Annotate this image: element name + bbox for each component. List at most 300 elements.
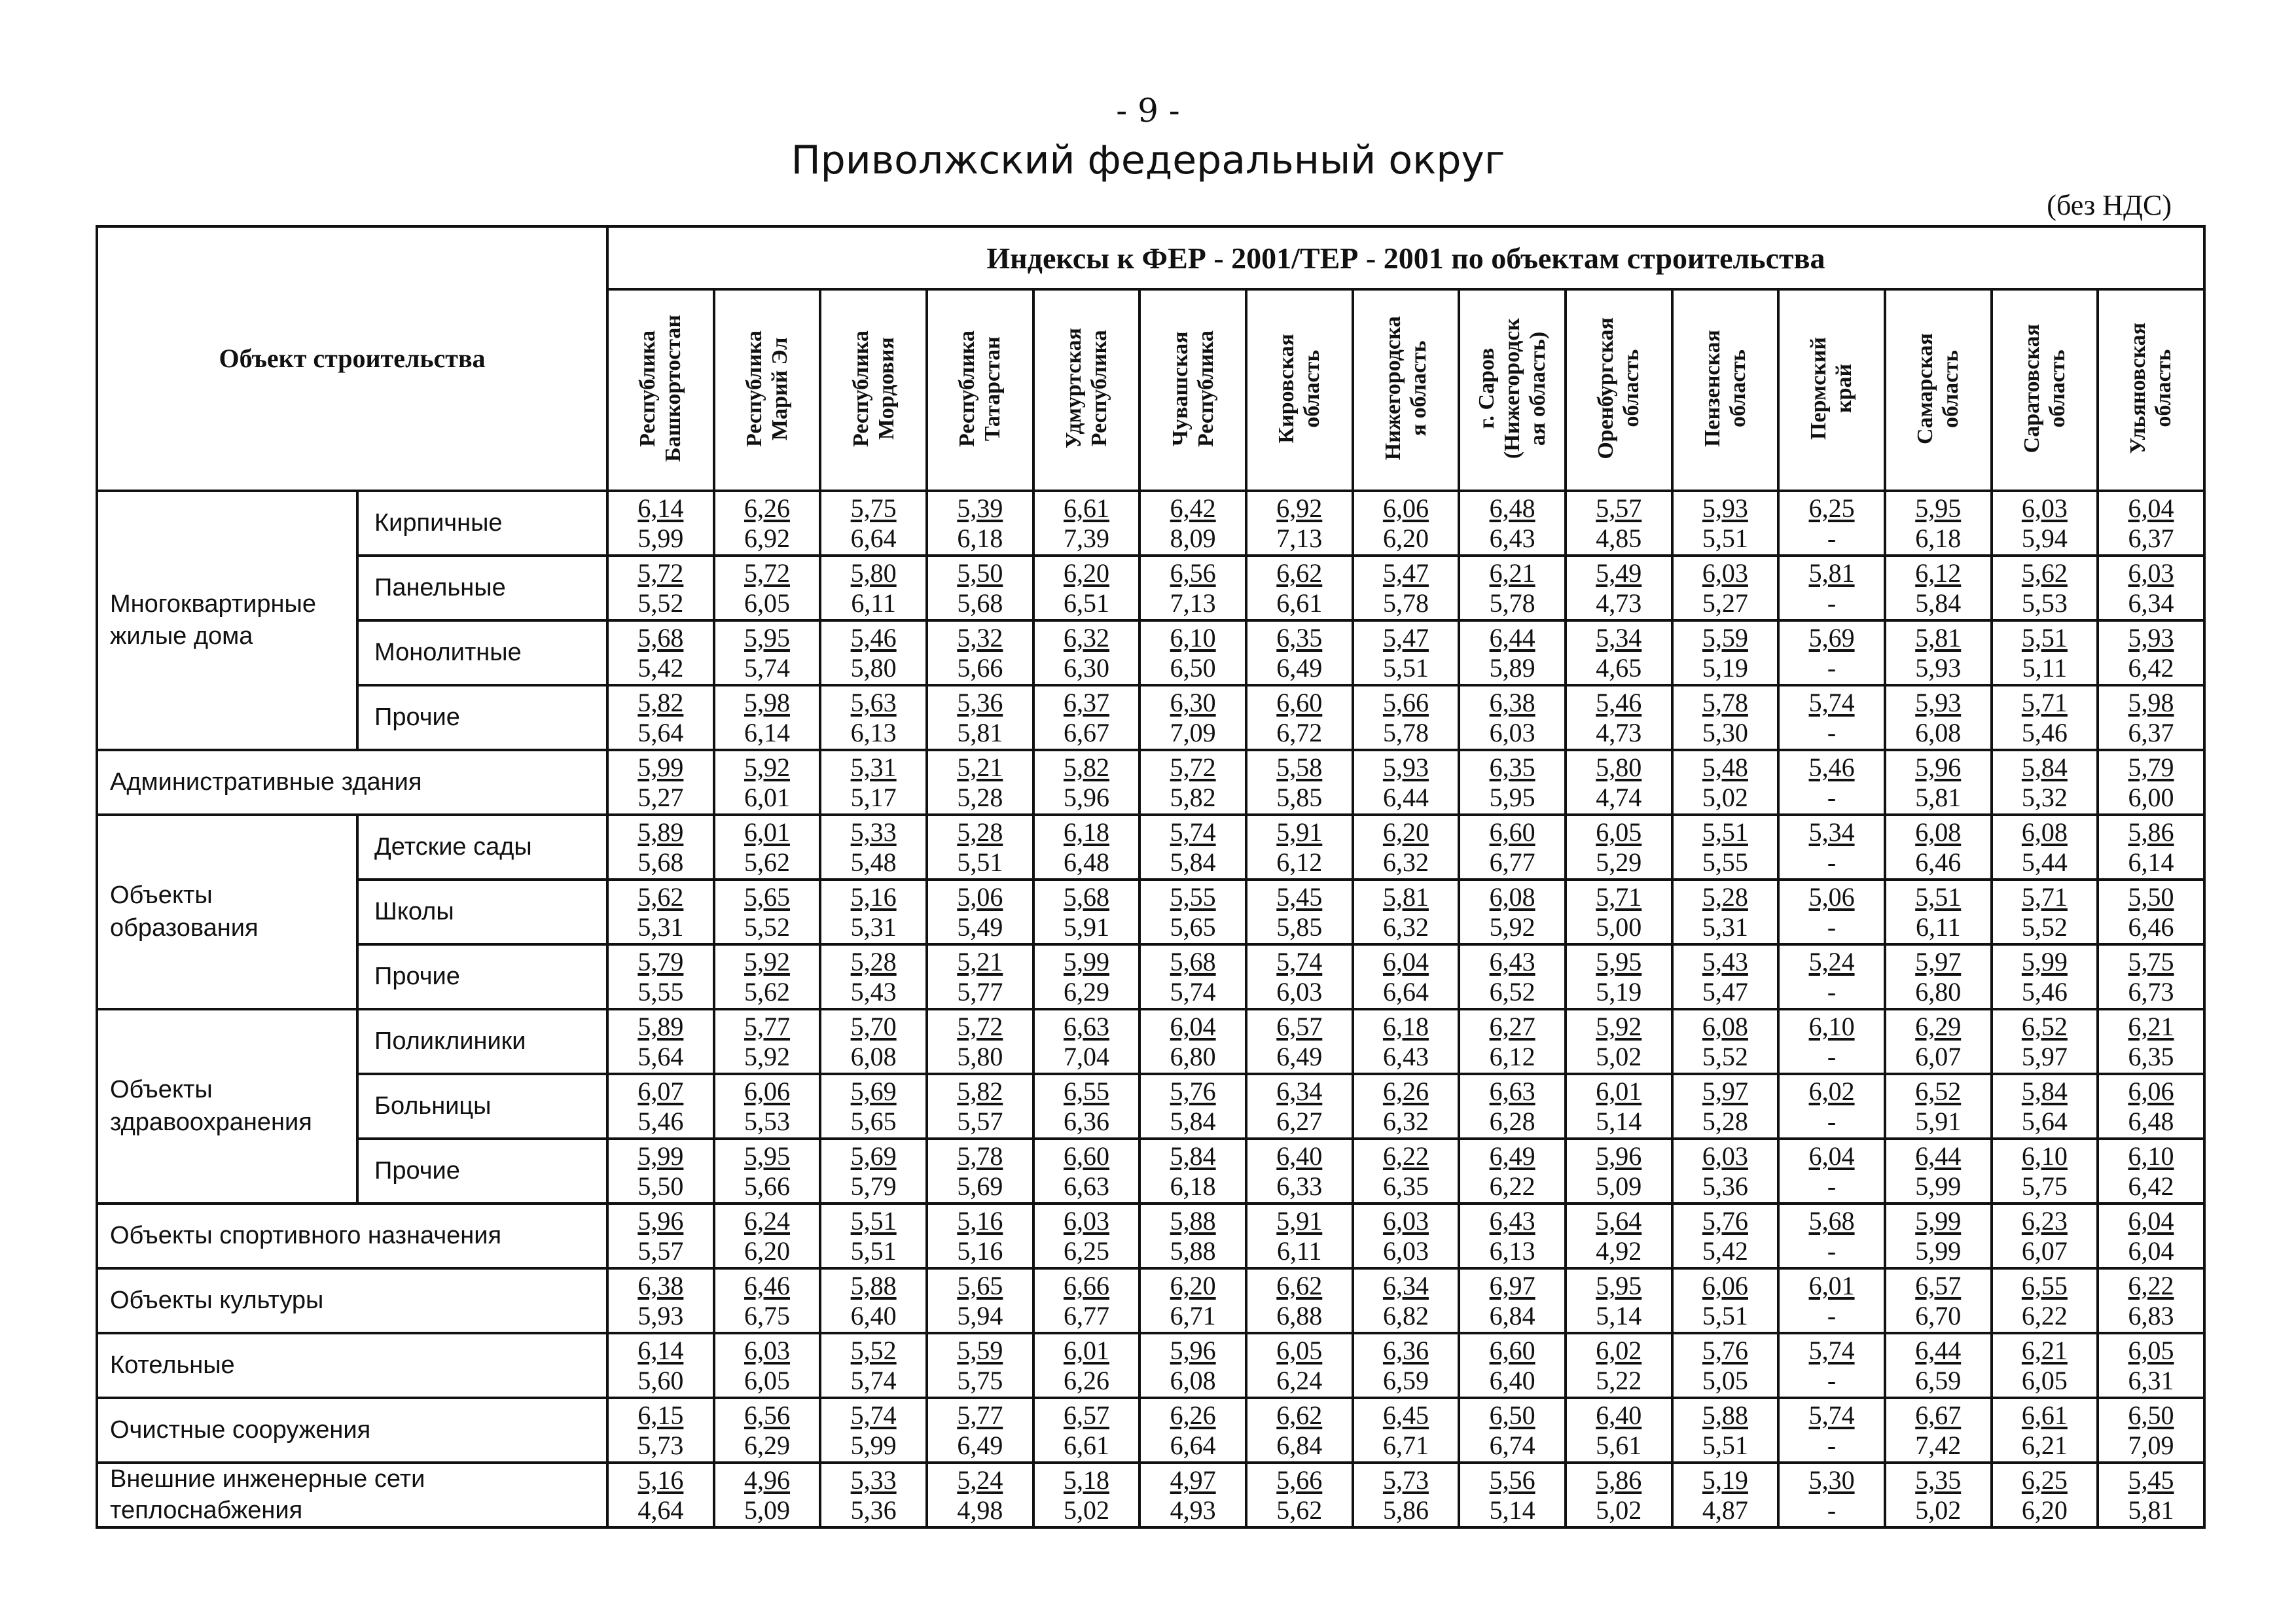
index-cell <box>2098 1139 2204 1204</box>
fer-index-value: 6,02 <box>1596 1335 1642 1365</box>
ter-index-value: 7,13 <box>1170 588 1216 618</box>
ter-index-value: 6,05 <box>744 588 790 618</box>
fer-index-value: 6,05 <box>1276 1335 1323 1365</box>
fer-index-value: 6,04 <box>2128 1205 2174 1236</box>
index-table-body <box>97 491 2204 1527</box>
ter-index-value: 6,50 <box>1170 652 1216 683</box>
index-cell <box>1353 491 1460 556</box>
ter-index-value: 5,92 <box>1489 912 1535 942</box>
index-cell <box>820 1268 927 1333</box>
index-cell <box>2098 880 2204 944</box>
ter-index-value: 5,99 <box>1915 1236 1962 1266</box>
fer-index-value: 5,66 <box>1276 1465 1323 1495</box>
fer-index-value: 5,92 <box>744 946 790 976</box>
ter-index-value: - <box>1827 1236 1837 1266</box>
region-name: Нижегородска я область <box>1380 316 1431 461</box>
index-cell <box>1353 880 1460 944</box>
index-cell <box>1992 620 2098 685</box>
index-cell <box>1992 1268 2098 1333</box>
region-name: Пензенская область <box>1700 329 1750 448</box>
index-cell <box>1778 1074 1885 1139</box>
object-subtype-label: Кирпичные <box>357 491 607 556</box>
index-cell <box>607 1333 714 1398</box>
fer-index-value: 5,33 <box>850 1465 897 1495</box>
index-cell <box>820 1139 927 1204</box>
fer-index-value: 5,28 <box>957 817 1003 847</box>
ter-index-value: - <box>1827 782 1837 812</box>
fer-index-value: 5,96 <box>637 1205 684 1236</box>
object-column-header: Объект строительства <box>97 226 607 491</box>
fer-index-value: 5,18 <box>1063 1465 1109 1495</box>
index-cell <box>607 880 714 944</box>
ter-index-value: 6,70 <box>1915 1300 1962 1330</box>
ter-index-value: 4,98 <box>957 1495 1003 1525</box>
ter-index-value: 5,46 <box>2021 717 2068 747</box>
ter-index-value: 6,18 <box>1915 523 1962 553</box>
table-row <box>97 1268 2204 1333</box>
fer-index-value: 6,42 <box>1170 493 1216 523</box>
ter-index-value: 5,19 <box>1702 652 1748 683</box>
index-cell <box>1885 944 1992 1009</box>
fer-index-value: 6,05 <box>2128 1335 2174 1365</box>
fer-index-value: 6,10 <box>1170 622 1216 652</box>
fer-index-value: 6,26 <box>1170 1400 1216 1430</box>
ter-index-value: 6,59 <box>1915 1365 1962 1395</box>
fer-index-value: 5,65 <box>744 882 790 912</box>
index-cell <box>1139 620 1246 685</box>
table-row <box>97 1204 2204 1268</box>
fer-index-value: 6,06 <box>1382 493 1429 523</box>
index-cell <box>1459 1139 1566 1204</box>
ter-index-value: 5,09 <box>1596 1171 1642 1201</box>
ter-index-value: 6,22 <box>2021 1300 2068 1330</box>
ter-index-value: 6,07 <box>1915 1041 1962 1071</box>
object-subtype-label: Прочие <box>357 685 607 750</box>
fer-index-value: 6,62 <box>1276 1270 1323 1300</box>
ter-index-value: 5,99 <box>1915 1171 1962 1201</box>
fer-index-value: 5,76 <box>1170 1076 1216 1106</box>
ter-index-value: 5,51 <box>1702 523 1748 553</box>
index-cell <box>820 1333 927 1398</box>
fer-index-value: 5,99 <box>1063 946 1109 976</box>
index-cell <box>1672 1204 1779 1268</box>
index-cell <box>1672 815 1779 880</box>
table-row <box>97 1074 2204 1139</box>
index-cell <box>714 1333 821 1398</box>
fer-index-value: 6,45 <box>1382 1400 1429 1430</box>
fer-index-value: 5,51 <box>1915 882 1962 912</box>
ter-index-value: 6,42 <box>2128 1171 2174 1201</box>
fer-index-value: 6,26 <box>1382 1076 1429 1106</box>
fer-index-value: 6,08 <box>2021 817 2068 847</box>
ter-index-value: 5,82 <box>1170 782 1216 812</box>
ter-index-value: - <box>1827 523 1837 553</box>
ter-index-value: 6,35 <box>1382 1171 1429 1201</box>
index-cell <box>1246 1204 1353 1268</box>
index-cell <box>607 1463 714 1527</box>
ter-index-value: 5,74 <box>744 652 790 683</box>
fer-index-value: 6,34 <box>1276 1076 1323 1106</box>
index-cell <box>1672 1463 1779 1527</box>
fer-index-value: 5,77 <box>744 1011 790 1041</box>
fer-index-value: 5,21 <box>957 946 1003 976</box>
table-row <box>97 1009 2204 1074</box>
ter-index-value: 5,02 <box>1596 1041 1642 1071</box>
ter-index-value: 5,62 <box>1276 1495 1323 1525</box>
index-cell <box>1353 1333 1460 1398</box>
fer-index-value: 6,15 <box>637 1400 684 1430</box>
ter-index-value: 6,12 <box>1489 1041 1535 1071</box>
fer-index-value: 6,04 <box>1808 1141 1855 1171</box>
object-subtype-label: Прочие <box>357 1139 607 1204</box>
index-cell <box>1139 1463 1246 1527</box>
fer-index-value: 5,97 <box>1915 946 1962 976</box>
ter-index-value: 5,31 <box>850 912 897 942</box>
index-cell <box>1033 685 1140 750</box>
ter-index-value: 6,49 <box>957 1430 1003 1460</box>
index-cell <box>1139 1139 1246 1204</box>
index-cell <box>1778 491 1885 556</box>
ter-index-value: 6,59 <box>1382 1365 1429 1395</box>
table-row <box>97 1333 2204 1398</box>
table-row <box>97 1463 2204 1527</box>
index-cell <box>1139 685 1246 750</box>
index-cell <box>1778 1139 1885 1204</box>
index-cell <box>1778 1268 1885 1333</box>
ter-index-value: 5,89 <box>1489 652 1535 683</box>
fer-index-value: 6,01 <box>1063 1335 1109 1365</box>
index-cell <box>1459 1074 1566 1139</box>
index-table <box>96 225 2206 1529</box>
index-cell <box>1353 944 1460 1009</box>
fer-index-value: 6,43 <box>1489 946 1535 976</box>
index-cell <box>1246 1333 1353 1398</box>
ter-index-value: 6,11 <box>851 588 896 618</box>
fer-index-value: 5,51 <box>2021 622 2068 652</box>
ter-index-value: 5,50 <box>637 1171 684 1201</box>
index-cell <box>1885 556 1992 620</box>
ter-index-value: 5,60 <box>637 1365 684 1395</box>
fer-index-value: 5,95 <box>1596 946 1642 976</box>
region-header <box>820 289 927 491</box>
ter-index-value: 5,91 <box>1063 912 1109 942</box>
ter-index-value: 6,32 <box>1382 912 1429 942</box>
fer-index-value: 5,32 <box>957 622 1003 652</box>
index-cell <box>1672 685 1779 750</box>
index-cell <box>607 1268 714 1333</box>
index-cell <box>1459 620 1566 685</box>
fer-index-value: 6,30 <box>1170 687 1216 717</box>
fer-index-value: 6,52 <box>2021 1011 2068 1041</box>
fer-index-value: 5,72 <box>744 558 790 588</box>
index-cell <box>1992 1009 2098 1074</box>
index-cell <box>1353 556 1460 620</box>
ter-index-value: 5,47 <box>1702 976 1748 1007</box>
fer-index-value: 6,46 <box>744 1270 790 1300</box>
ter-index-value: 5,68 <box>957 588 1003 618</box>
fer-index-value: 6,03 <box>744 1335 790 1365</box>
index-cell <box>1139 491 1246 556</box>
fer-index-value: 6,43 <box>1489 1205 1535 1236</box>
ter-index-value: 5,75 <box>957 1365 1003 1395</box>
ter-index-value: 5,92 <box>744 1041 790 1071</box>
ter-index-value: 5,42 <box>637 652 684 683</box>
ter-index-value: 6,05 <box>744 1365 790 1395</box>
index-cell <box>1033 1074 1140 1139</box>
ter-index-value: 6,43 <box>1489 523 1535 553</box>
ter-index-value: 5,36 <box>1702 1171 1748 1201</box>
index-cell <box>1566 1204 1672 1268</box>
fer-index-value: 5,86 <box>1596 1465 1642 1495</box>
index-cell <box>1139 1074 1246 1139</box>
region-header <box>1778 289 1885 491</box>
ter-index-value: 6,75 <box>744 1300 790 1330</box>
index-cell <box>1778 556 1885 620</box>
fer-index-value: 6,57 <box>1915 1270 1962 1300</box>
fer-index-value: 6,03 <box>1063 1205 1109 1236</box>
fer-index-value: 6,01 <box>1596 1076 1642 1106</box>
ter-index-value: 4,73 <box>1596 717 1642 747</box>
fer-index-value: 6,57 <box>1063 1400 1109 1430</box>
ter-index-value: 6,05 <box>2021 1365 2068 1395</box>
fer-index-value: 6,03 <box>1382 1205 1429 1236</box>
index-cell <box>927 750 1033 815</box>
fer-index-value: 5,28 <box>1702 882 1748 912</box>
index-cell <box>1566 620 1672 685</box>
ter-index-value: - <box>1827 847 1837 877</box>
table-row <box>97 685 2204 750</box>
fer-index-value: 6,37 <box>1063 687 1109 717</box>
ter-index-value: 5,53 <box>2021 588 2068 618</box>
ter-index-value: 5,91 <box>1915 1106 1962 1136</box>
page-title: Приволжский федеральный округ <box>791 137 1505 183</box>
fer-index-value: 5,93 <box>1702 493 1748 523</box>
ter-index-value: 5,94 <box>957 1300 1003 1330</box>
index-cell <box>1672 944 1779 1009</box>
ter-index-value: 5,14 <box>1489 1495 1535 1525</box>
ter-index-value: 6,32 <box>1382 847 1429 877</box>
fer-index-value: 5,16 <box>850 882 897 912</box>
ter-index-value: 6,20 <box>1382 523 1429 553</box>
ter-index-value: 6,28 <box>1489 1106 1535 1136</box>
fer-index-value: 5,98 <box>2128 687 2174 717</box>
fer-index-value: 6,66 <box>1063 1270 1109 1300</box>
index-cell <box>1459 1463 1566 1527</box>
index-cell <box>1778 1204 1885 1268</box>
index-cell <box>1353 1009 1460 1074</box>
fer-index-value: 6,08 <box>1915 817 1962 847</box>
ter-index-value: 6,18 <box>957 523 1003 553</box>
region-header <box>927 289 1033 491</box>
index-cell <box>927 556 1033 620</box>
ter-index-value: 5,88 <box>1170 1236 1216 1266</box>
ter-index-value: 6,84 <box>1489 1300 1535 1330</box>
fer-index-value: 5,59 <box>1702 622 1748 652</box>
ter-index-value: 5,78 <box>1382 717 1429 747</box>
ter-index-value: 6,71 <box>1382 1430 1429 1460</box>
ter-index-value: 8,09 <box>1170 523 1216 553</box>
index-cell <box>607 685 714 750</box>
fer-index-value: 5,55 <box>1170 882 1216 912</box>
index-cell <box>1885 815 1992 880</box>
fer-index-value: 5,80 <box>850 558 897 588</box>
index-cell <box>1246 1009 1353 1074</box>
region-name: Пермский край <box>1806 337 1857 440</box>
ter-index-value: 6,35 <box>2128 1041 2174 1071</box>
fer-index-value: 5,71 <box>2021 687 2068 717</box>
index-cell <box>927 944 1033 1009</box>
fer-index-value: 5,46 <box>1596 687 1642 717</box>
ter-index-value: 6,00 <box>2128 782 2174 812</box>
fer-index-value: 6,60 <box>1276 687 1323 717</box>
ter-index-value: 6,46 <box>1915 847 1962 877</box>
index-cell <box>2098 1204 2204 1268</box>
ter-index-value: 5,43 <box>850 976 897 1007</box>
index-cell <box>1566 685 1672 750</box>
index-cell <box>1992 1204 2098 1268</box>
ter-index-value: 5,36 <box>850 1495 897 1525</box>
ter-index-value: 5,27 <box>637 782 684 812</box>
ter-index-value: - <box>1827 717 1837 747</box>
ter-index-value: 4,74 <box>1596 782 1642 812</box>
object-subtype-label: Детские сады <box>357 815 607 880</box>
index-cell <box>820 750 927 815</box>
ter-index-value: 6,33 <box>1276 1171 1323 1201</box>
index-cell <box>1885 1333 1992 1398</box>
fer-index-value: 6,20 <box>1382 817 1429 847</box>
region-header <box>1033 289 1140 491</box>
index-cell <box>1139 944 1246 1009</box>
index-cell <box>1033 750 1140 815</box>
fer-index-value: 6,63 <box>1489 1076 1535 1106</box>
ter-index-value: 6,80 <box>1915 976 1962 1007</box>
index-cell <box>1459 815 1566 880</box>
index-cell <box>1459 944 1566 1009</box>
index-cell <box>1778 750 1885 815</box>
index-cell <box>2098 556 2204 620</box>
table-row <box>97 944 2204 1009</box>
index-cell <box>1033 1204 1140 1268</box>
fer-index-value: 6,18 <box>1063 817 1109 847</box>
index-cell <box>607 1204 714 1268</box>
object-label: Административные здания <box>97 750 607 815</box>
ter-index-value: 6,08 <box>850 1041 897 1071</box>
index-cell <box>2098 620 2204 685</box>
object-subtype-label: Поликлиники <box>357 1009 607 1074</box>
fer-index-value: 5,63 <box>850 687 897 717</box>
index-cell <box>1778 1009 1885 1074</box>
index-cell <box>1033 1139 1140 1204</box>
table-row <box>97 880 2204 944</box>
index-cell <box>820 1463 927 1527</box>
index-cell <box>1566 944 1672 1009</box>
index-cell <box>1885 1398 1992 1463</box>
ter-index-value: 7,39 <box>1063 523 1109 553</box>
index-cell <box>1566 556 1672 620</box>
ter-index-value: 5,02 <box>1915 1495 1962 1525</box>
fer-index-value: 6,61 <box>1063 493 1109 523</box>
ter-index-value: 6,24 <box>1276 1365 1323 1395</box>
fer-index-value: 6,50 <box>2128 1400 2174 1430</box>
fer-index-value: 5,97 <box>1702 1076 1748 1106</box>
ter-index-value: 6,25 <box>1063 1236 1109 1266</box>
fer-index-value: 6,04 <box>1170 1011 1216 1041</box>
fer-index-value: 5,99 <box>637 752 684 782</box>
index-cell <box>1033 556 1140 620</box>
fer-index-value: 6,18 <box>1382 1011 1429 1041</box>
index-cell <box>1778 880 1885 944</box>
fer-index-value: 6,05 <box>1596 817 1642 847</box>
fer-index-value: 5,93 <box>1915 687 1962 717</box>
index-cell <box>2098 750 2204 815</box>
index-cell <box>1672 1009 1779 1074</box>
region-name: Удмуртская Республика <box>1061 328 1111 449</box>
region-name: Республика Марий Эл <box>742 330 792 447</box>
fer-index-value: 6,56 <box>1170 558 1216 588</box>
ter-index-value: 5,84 <box>1915 588 1962 618</box>
index-cell <box>1459 491 1566 556</box>
fer-index-value: 5,93 <box>2128 622 2174 652</box>
ter-index-value: 6,48 <box>2128 1106 2174 1136</box>
index-cell <box>1672 1268 1779 1333</box>
fer-index-value: 6,60 <box>1489 817 1535 847</box>
index-cell <box>1566 750 1672 815</box>
ter-index-value: 5,02 <box>1596 1495 1642 1525</box>
fer-index-value: 6,25 <box>2021 1465 2068 1495</box>
index-cell <box>1885 620 1992 685</box>
ter-index-value: 6,64 <box>1170 1430 1216 1460</box>
fer-index-value: 5,73 <box>1382 1465 1429 1495</box>
index-cell <box>1353 1398 1460 1463</box>
ter-index-value: 5,94 <box>2021 523 2068 553</box>
region-name: Республика Татарстан <box>955 330 1005 447</box>
index-cell <box>714 491 821 556</box>
index-cell <box>1778 685 1885 750</box>
index-cell <box>1885 491 1992 556</box>
index-cell <box>1566 1139 1672 1204</box>
fer-index-value: 5,66 <box>1382 687 1429 717</box>
ter-index-value: - <box>1827 1300 1837 1330</box>
indexes-header: Индексы к ФЕР - 2001/ТЕР - 2001 по объектам строительства <box>607 226 2204 289</box>
index-cell <box>1778 1333 1885 1398</box>
fer-index-value: 5,21 <box>957 752 1003 782</box>
fer-index-value: 6,57 <box>1276 1011 1323 1041</box>
ter-index-value: 6,46 <box>2128 912 2174 942</box>
ter-index-value: 7,09 <box>1170 717 1216 747</box>
ter-index-value: 4,64 <box>637 1495 684 1525</box>
index-cell <box>607 1074 714 1139</box>
index-cell <box>1033 1268 1140 1333</box>
index-cell <box>1246 880 1353 944</box>
index-cell <box>1992 1074 2098 1139</box>
ter-index-value: 6,26 <box>1063 1365 1109 1395</box>
fer-index-value: 5,82 <box>957 1076 1003 1106</box>
fer-index-value: 5,93 <box>1382 752 1429 782</box>
region-header <box>1353 289 1460 491</box>
index-cell <box>820 944 927 1009</box>
ter-index-value: 6,42 <box>2128 652 2174 683</box>
fer-index-value: 6,63 <box>1063 1011 1109 1041</box>
index-cell <box>714 944 821 1009</box>
fer-index-value: 5,59 <box>957 1335 1003 1365</box>
fer-index-value: 6,38 <box>1489 687 1535 717</box>
fer-index-value: 6,14 <box>637 1335 684 1365</box>
fer-index-value: 6,04 <box>1382 946 1429 976</box>
ter-index-value: 5,46 <box>2021 976 2068 1007</box>
ter-index-value: 5,79 <box>850 1171 897 1201</box>
index-cell <box>820 556 927 620</box>
index-cell <box>714 1268 821 1333</box>
